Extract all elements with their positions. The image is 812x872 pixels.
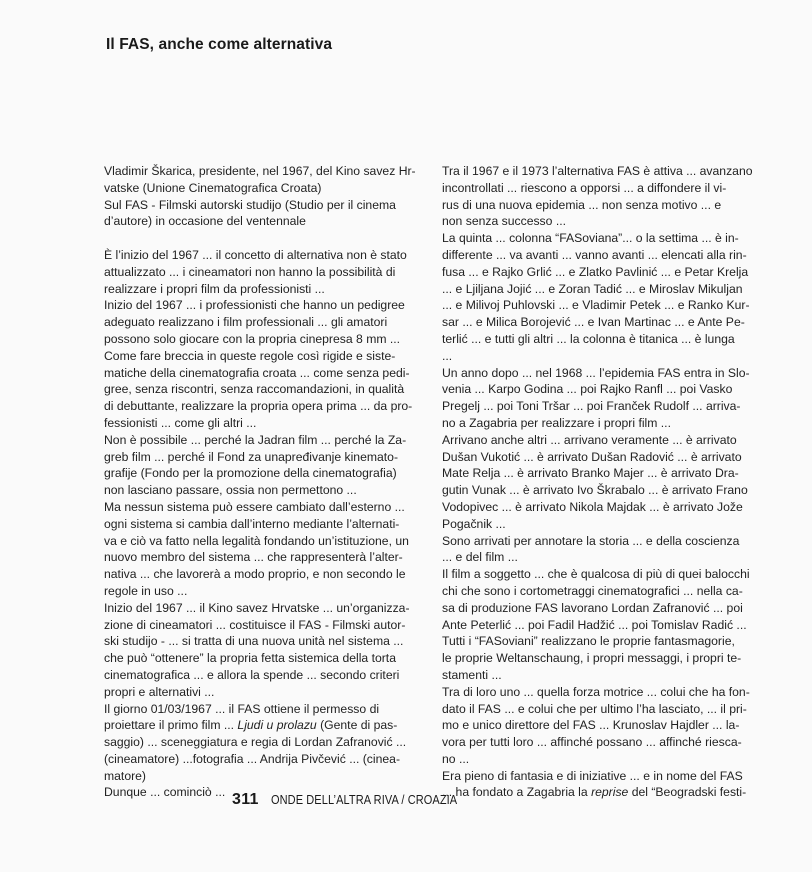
page-number: 311 bbox=[232, 791, 259, 808]
text-line: differente ... va avanti ... vanno avanti ... elencati alla rin- bbox=[442, 247, 747, 262]
text-line: matiche della cinematografia croata ... come senza pedi- bbox=[104, 365, 410, 380]
text-line: ... e Milivoj Puhlovski ... e Vladimir Petek ... e Ranko Kur- bbox=[442, 298, 750, 313]
text-line: saggio) ... sceneggiatura e regia di Lordan Zafranović ... bbox=[104, 735, 407, 750]
running-title: ONDE DELL’ALTRA RIVA / CROAZIA bbox=[270, 793, 457, 807]
page-title: Il FAS, anche come alternativa bbox=[106, 36, 333, 53]
text-line: di debuttante, realizzare la propria opera prima ... da pro- bbox=[104, 399, 413, 414]
text-line: no ... bbox=[442, 751, 470, 766]
text-line: Sono arrivati per annotare la storia ... e della coscienza bbox=[442, 533, 740, 548]
text-line: d’autore) in occasione del ventennale bbox=[104, 214, 306, 229]
text-line: zione di cineamatori ... costituisce il FAS - Filmski autor- bbox=[104, 617, 406, 632]
text-line: sa di produzione FAS lavorano Lordan Zafranović ... poi bbox=[442, 600, 743, 615]
text-line: non lasciano passare, ossia non permettono ... bbox=[104, 483, 357, 498]
text-line: sar ... e Milica Borojević ... e Ivan Martinac ... e Ante Pe- bbox=[442, 315, 745, 330]
text-line: ... e Ljiljana Jojić ... e Zoran Tadić ... e Miroslav Mikuljan bbox=[442, 281, 743, 296]
text-line: Il film a soggetto ... che è qualcosa di più di quei balocchi bbox=[442, 567, 750, 582]
text-line: ... ha fondato a Zagabria la reprise del “Beogradski festi- bbox=[442, 785, 747, 800]
text-line: chi che sono i cortometraggi cinematografici ... nella ca- bbox=[442, 583, 743, 598]
text-line: Ma nessun sistema può essere cambiato dall’esterno ... bbox=[104, 499, 405, 514]
text-line: terlić ... e tutti gli altri ... la colonna è titanica ... è lunga bbox=[442, 331, 735, 346]
text-line: Tra di loro uno ... quella forza motrice ... colui che ha fon- bbox=[442, 684, 750, 699]
text-line: Tra il 1967 e il 1973 l’alternativa FAS è attiva ... avanzano bbox=[442, 164, 753, 178]
text-line: greb film ... perché il Fond za unapređivanje kinemato- bbox=[104, 449, 399, 464]
text-line: propri e alternativi ... bbox=[104, 684, 215, 699]
text-line: possono solo giocare con la propria cinepresa 8 mm ... bbox=[104, 331, 401, 346]
text-line: matore) bbox=[104, 768, 146, 783]
text-line: attualizzato ... i cineamatori non hanno la possibilità di bbox=[104, 264, 396, 279]
text-line: fusa ... e Rajko Grlić ... e Zlatko Pavlinić ... e Petar Krelja bbox=[442, 264, 749, 279]
text-line: cinematografica ... e allora la spende ... secondo criteri bbox=[104, 667, 400, 682]
text-line: Inizio del 1967 ... il Kino savez Hrvatske ... un’organizza- bbox=[104, 600, 410, 615]
text-line: Vladimir Škarica, presidente, nel 1967, del Kino savez Hr- bbox=[104, 164, 416, 178]
text-line: realizzare i propri film da professionisti ... bbox=[104, 281, 325, 296]
text-line: vatske (Unione Cinematografica Croata) bbox=[104, 180, 322, 195]
text-line: non senza successo ... bbox=[442, 214, 566, 229]
text-line: È l’inizio del 1967 ... il concetto di alternativa non è stato bbox=[104, 247, 407, 262]
text-line: fessionisti ... come gli altri ... bbox=[104, 415, 257, 430]
text-line: Inizio del 1967 ... i professionisti che hanno un pedigree bbox=[104, 298, 405, 313]
text-line: gree, senza riscontri, senza raccomandazioni, in qualità bbox=[104, 382, 405, 397]
text-line: va e ciò va fatto nella legalità fondando un’istituzione, un bbox=[104, 533, 409, 548]
text-line: regole in uso ... bbox=[104, 583, 188, 598]
text-line: Un anno dopo ... nel 1968 ... l’epidemia FAS entra in Slo- bbox=[442, 365, 750, 380]
text-line: Vodopivec ... è arrivato Nikola Majdak ... è arrivato Jože bbox=[442, 499, 743, 514]
text-line: dato il FAS ... e colui che per ultimo l’ha lasciato, ... il pri- bbox=[442, 701, 747, 716]
text-line: Il giorno 01/03/1967 ... il FAS ottiene il permesso di bbox=[104, 701, 380, 716]
text-line: La quinta ... colonna “FASoviana”... o la settima ... è in- bbox=[442, 231, 739, 246]
right-column bbox=[442, 163, 772, 801]
text-line: ... e del film ... bbox=[442, 550, 518, 565]
text-line: ... bbox=[442, 348, 453, 363]
text-line: Come fare breccia in queste regole così rigide e siste- bbox=[104, 348, 396, 363]
text-line: grafije (Fondo per la promozione della cinematografia) bbox=[104, 466, 397, 481]
text-line bbox=[104, 230, 434, 247]
text-line: Ante Peterlić ... poi Fadil Hadžić ... poi Tomislav Radić ... bbox=[442, 617, 747, 632]
text-line: Tutti i “FASoviani” realizzano le proprie fantasmagorie, bbox=[442, 634, 735, 649]
text-line: Dunque ... cominciò ... bbox=[104, 785, 226, 800]
text-line: vora per tutti loro ... affinché possano ... affinché riesca- bbox=[442, 735, 742, 750]
text-line: le proprie Weltanschaung, i propri messaggi, i propri te- bbox=[442, 651, 742, 666]
text-line: venia ... Karpo Godina ... poi Rajko Ranfl ... poi Vasko bbox=[442, 382, 733, 397]
text-line: Non è possibile ... perché la Jadran film ... perché la Za- bbox=[104, 432, 407, 447]
text-line: ski studijo - ... si tratta di una nuova unità nel sistema ... bbox=[104, 634, 404, 649]
text-line: Arrivano anche altri ... arrivano veramente ... è arrivato bbox=[442, 432, 737, 447]
text-line: Dušan Vukotić ... è arrivato Dušan Radović ... è arrivato bbox=[442, 449, 742, 464]
text-line: incontrollati ... riescono a opporsi ... a diffondere il vi- bbox=[442, 180, 727, 195]
text-line: adeguato realizzano i film professionali ... gli amatori bbox=[104, 315, 388, 330]
text-line: ogni sistema si cambia dall’interno mediante l’alternati- bbox=[104, 516, 400, 531]
text-line: Era pieno di fantasia e di iniziative ... e in nome del FAS bbox=[442, 768, 743, 783]
text-line: rus di una nuova epidemia ... non senza motivo ... e bbox=[442, 197, 722, 212]
text-line: mo e unico direttore del FAS ... Krunoslav Hajdler ... la- bbox=[442, 718, 740, 733]
text-line: nuovo membro del sistema ... che rappresenterà l’alter- bbox=[104, 550, 403, 565]
text-line: proiettare il primo film ... Ljudi u prolazu (Gente di pas- bbox=[104, 718, 398, 733]
text-line: che può “ottenere” la propria fetta sistemica della torta bbox=[104, 651, 396, 666]
text-line: nativa ... che lavorerà a modo proprio, e non secondo le bbox=[104, 567, 406, 582]
text-line: no a Zagabria per realizzare i propri film ... bbox=[442, 415, 671, 430]
text-line: stamenti ... bbox=[442, 667, 502, 682]
text-line: gutin Vunak ... è arrivato Ivo Škrabalo ... è arrivato Frano bbox=[442, 483, 748, 498]
left-column bbox=[104, 163, 434, 801]
text-line: Pregelj ... poi Toni Tršar ... poi Franček Rudolf ... arriva- bbox=[442, 399, 741, 414]
text-line: Mate Relja ... è arrivato Branko Majer ... è arrivato Dra- bbox=[442, 466, 739, 481]
text-line: (cineamatore) ...fotografia ... Andrija Pivčević ... (cinea- bbox=[104, 751, 401, 766]
text-line: Sul FAS - Filmski autorski studijo (Studio per il cinema bbox=[104, 197, 396, 212]
page-footer bbox=[232, 791, 482, 809]
text-line: Pogačnik ... bbox=[442, 516, 506, 531]
